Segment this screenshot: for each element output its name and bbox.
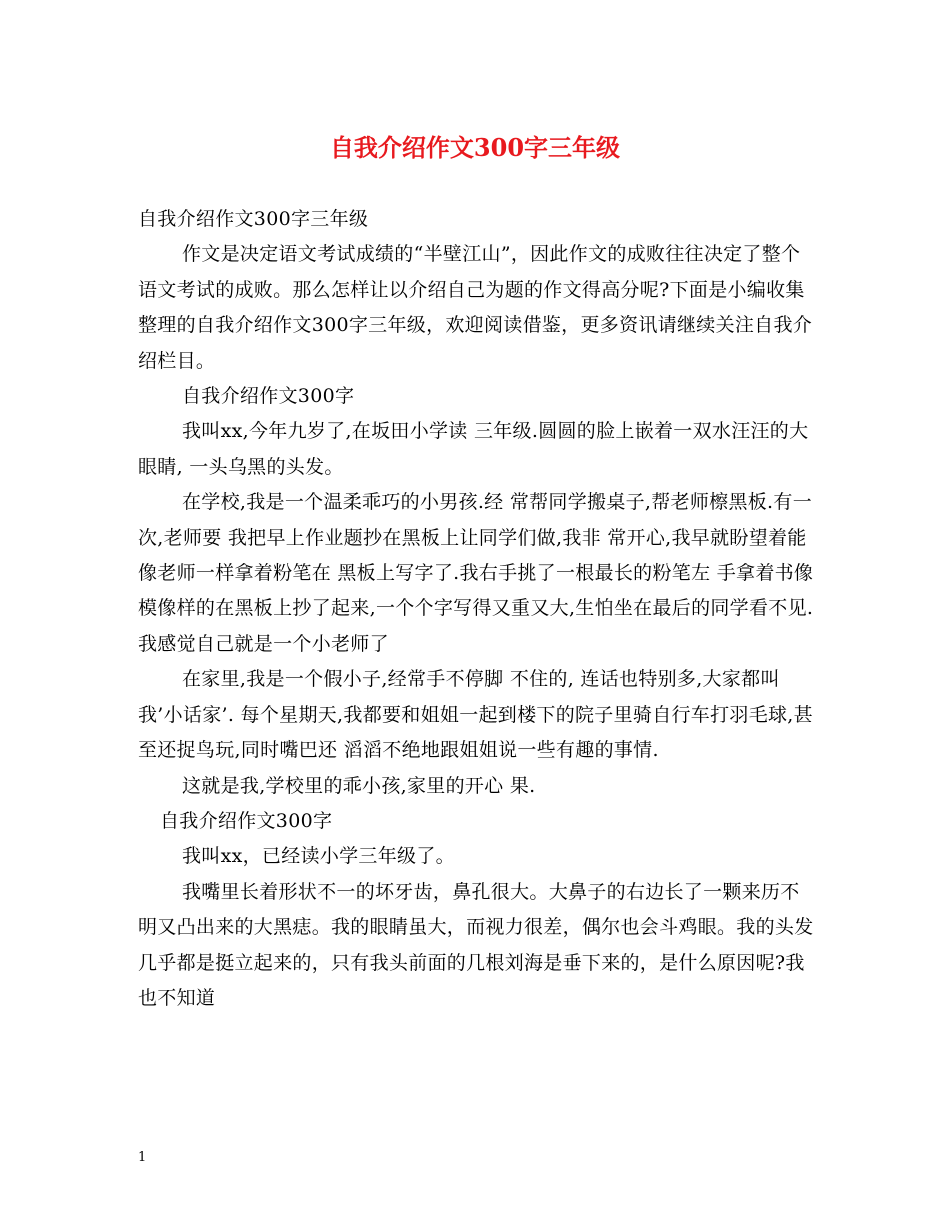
paragraph-4: 我叫xx,今年九岁了,在坂田小学读 三年级.圆圆的脸上嵌着一双水汪汪的大眼睛, 一头乌黑的头发。 (138, 420, 809, 478)
paragraph-1: 自我介绍作文300字三年级 (138, 208, 369, 230)
paragraph-8: 自我介绍作文300字 (160, 809, 333, 832)
page-title: 自我介绍作文300字三年级 (329, 133, 621, 162)
page-number: 1 (138, 1150, 147, 1165)
paragraph-6: 在家里,我是一个假小子,经常手不停脚 不住的, 连话也特别多,大家都叫我’小话家’. 每个星期天,我都要和姐姐一起到楼下的院子里骑自行车打羽毛球,甚至还捉鸟玩,同时嘴巴还 滔滔不绝地跟姐姐说一些有趣的事情. (138, 668, 813, 762)
paragraph-5: 在学校,我是一个温柔乖巧的小男孩.经 常帮同学搬桌子,帮老师檫黑板.有一次,老师要 我把早上作业题抄在黑板上让同学们做,我非 常开心,我早就盼望着能像老师一样拿着粉笔在 黑板上写字了.我右手挑了一根最长的粉笔左 手拿着书像模像样的在黑板上抄了起来,一个个字写得又重又大,生怕坐在最后的同学看不见. 我感觉自己就是一个小老师了 (138, 491, 814, 655)
paragraph-10: 我嘴里长着形状不一的坏牙齿，鼻孔很大。大鼻子的右边长了一颗来历不明又凸出来的大黑痣。我的眼睛虽大，而视力很差，偶尔也会斗鸡眼。我的头发几乎都是挺立起来的，只有我头前面的几根刘海是垂下来的，是什么原因呢?我也不知道 (138, 880, 814, 1009)
paragraph-9: 我叫xx，已经读小学三年级了。 (182, 845, 455, 868)
article-body (138, 202, 818, 1016)
paragraph-3: 自我介绍作文300字 (182, 385, 355, 408)
paragraph-7: 这就是我,学校里的乖小孩,家里的开心 果. (182, 774, 536, 797)
paragraph-2: 作文是决定语文考试成绩的“半壁江山”，因此作文的成败往往决定了整个语文考试的成败。那么怎样让以介绍自己为题的作文得高分呢?下面是小编收集整理的自我介绍作文300字三年级，欢迎阅读借鉴，更多资讯请继续关注自我介绍栏目。 (138, 243, 813, 372)
